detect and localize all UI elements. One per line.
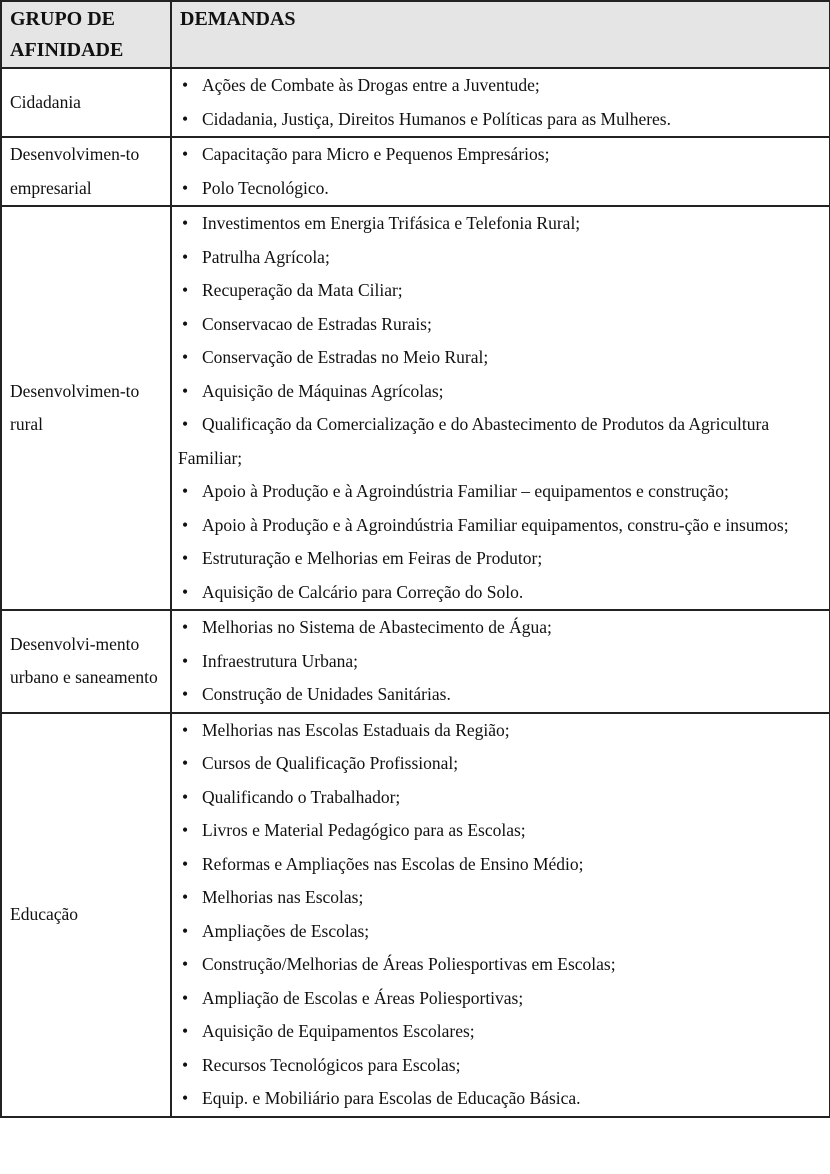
list-item-text: Reformas e Ampliações nas Escolas de Ensino Médio; [202, 853, 584, 874]
demands-cell [171, 610, 830, 713]
demands-cell [171, 713, 830, 1117]
list-item [178, 814, 823, 848]
group-cell: Desenvolvimen-to rural [1, 206, 171, 610]
list-item [178, 375, 823, 409]
bullet-icon: • [182, 514, 189, 535]
list-item-text: Ampliações de Escolas; [202, 920, 370, 941]
list-item-text: Melhorias no Sistema de Abastecimento de Água; [202, 617, 552, 637]
table-row [1, 206, 830, 610]
demands-list [178, 714, 823, 1116]
bullet-icon: • [182, 820, 189, 840]
bullet-icon: • [182, 213, 189, 233]
list-item [178, 138, 823, 172]
demands-cell [171, 206, 830, 610]
list-item [178, 714, 823, 748]
list-item [178, 408, 823, 475]
list-item-text: Construção/Melhorias de Áreas Poliesportivas em Escolas; [202, 954, 616, 974]
demands-list [178, 611, 823, 712]
list-item-text: Ações de Combate às Drogas entre a Juventude; [202, 75, 540, 95]
list-item [178, 678, 823, 712]
bullet-icon: • [182, 987, 189, 1008]
list-item-text: Polo Tecnológico. [202, 177, 329, 198]
list-item-text: Estruturação e Melhorias em Feiras de Produtor; [202, 548, 543, 568]
list-item [178, 881, 823, 915]
bullet-icon: • [182, 380, 189, 401]
list-item-text: Ampliação de Escolas e Áreas Poliesportivas; [202, 987, 524, 1008]
demands-list [178, 69, 823, 136]
demands-cell [171, 137, 830, 206]
list-item [178, 1082, 823, 1116]
bullet-icon: • [182, 108, 189, 129]
bullet-icon: • [182, 786, 189, 807]
list-item [178, 611, 823, 645]
bullet-icon: • [182, 548, 189, 568]
list-item-text: Conservacao de Estradas Rurais; [202, 313, 432, 334]
header-group: GRUPO DE AFINIDADE [1, 1, 171, 68]
list-item-text: Livros e Material Pedagógico para as Escolas; [202, 820, 526, 840]
header-demands: DEMANDAS [171, 1, 830, 68]
list-item-text: Patrulha Agrícola; [202, 246, 330, 267]
bullet-icon: • [182, 280, 189, 300]
bullet-icon: • [182, 75, 189, 95]
list-item [178, 274, 823, 308]
bullet-icon: • [182, 954, 189, 974]
list-item-text: Conservação de Estradas no Meio Rural; [202, 347, 489, 367]
table-row [1, 68, 830, 137]
table-row [1, 610, 830, 713]
list-item-text: Qualificação da Comercialização e do Abastecimento de Produtos da Agricultura Familiar; [178, 414, 770, 468]
bullet-icon: • [182, 920, 189, 941]
bullet-icon: • [182, 1054, 189, 1075]
list-item [178, 509, 823, 543]
list-item [178, 576, 823, 610]
list-item-text: Recursos Tecnológicos para Escolas; [202, 1054, 461, 1075]
bullet-icon: • [182, 719, 189, 740]
bullet-icon: • [182, 853, 189, 874]
list-item [178, 308, 823, 342]
list-item-text: Capacitação para Micro e Pequenos Empresários; [202, 144, 550, 164]
list-item-text: Apoio à Produção e à Agroindústria Familiar equipamentos, constru-ção e insumos; [202, 514, 789, 535]
list-item-text: Melhorias nas Escolas Estaduais da Região; [202, 719, 510, 740]
bullet-icon: • [182, 177, 189, 198]
bullet-icon: • [182, 246, 189, 267]
list-item [178, 982, 823, 1016]
list-item-text: Aquisição de Equipamentos Escolares; [202, 1021, 475, 1041]
demands-cell [171, 68, 830, 137]
bullet-icon: • [182, 1088, 189, 1108]
list-item-text: Construção de Unidades Sanitárias. [202, 684, 451, 704]
list-item-text: Cursos de Qualificação Profissional; [202, 753, 459, 773]
list-item-text: Melhorias nas Escolas; [202, 887, 364, 907]
list-item-text: Equip. e Mobiliário para Escolas de Educação Básica. [202, 1088, 581, 1108]
list-item [178, 341, 823, 375]
bullet-icon: • [182, 481, 189, 501]
bullet-icon: • [182, 753, 189, 773]
list-item-text: Qualificando o Trabalhador; [202, 786, 401, 807]
list-item-text: Aquisição de Máquinas Agrícolas; [202, 380, 444, 401]
bullet-icon: • [182, 414, 189, 434]
list-item [178, 781, 823, 815]
table-row [1, 713, 830, 1117]
list-item [178, 747, 823, 781]
list-item [178, 1015, 823, 1049]
bullet-icon: • [182, 347, 189, 367]
bullet-icon: • [182, 1021, 189, 1041]
list-item [178, 69, 823, 103]
bullet-icon: • [182, 684, 189, 704]
bullet-icon: • [182, 313, 189, 334]
list-item [178, 475, 823, 509]
header-row [1, 1, 830, 68]
list-item [178, 848, 823, 882]
list-item [178, 542, 823, 576]
list-item [178, 172, 823, 206]
list-item-text: Infraestrutura Urbana; [202, 650, 358, 671]
group-cell: Desenvolvi-mento urbano e saneamento [1, 610, 171, 713]
demands-list [178, 138, 823, 205]
bullet-icon: • [182, 144, 189, 164]
list-item [178, 207, 823, 241]
list-item-text: Apoio à Produção e à Agroindústria Familiar – equipamentos e construção; [202, 481, 729, 501]
list-item [178, 241, 823, 275]
list-item-text: Investimentos em Energia Trifásica e Telefonia Rural; [202, 213, 581, 233]
demands-list [178, 207, 823, 609]
list-item-text: Aquisição de Calcário para Correção do Solo. [202, 581, 524, 602]
list-item [178, 948, 823, 982]
group-cell: Desenvolvimen-to empresarial [1, 137, 171, 206]
list-item [178, 103, 823, 137]
group-cell: Educação [1, 713, 171, 1117]
list-item-text: Cidadania, Justiça, Direitos Humanos e Políticas para as Mulheres. [202, 108, 671, 129]
list-item [178, 1049, 823, 1083]
table-row [1, 137, 830, 206]
list-item-text: Recuperação da Mata Ciliar; [202, 280, 403, 300]
list-item [178, 645, 823, 679]
bullet-icon: • [182, 650, 189, 671]
group-cell: Cidadania [1, 68, 171, 137]
list-item [178, 915, 823, 949]
bullet-icon: • [182, 617, 189, 637]
bullet-icon: • [182, 887, 189, 907]
bullet-icon: • [182, 581, 189, 602]
